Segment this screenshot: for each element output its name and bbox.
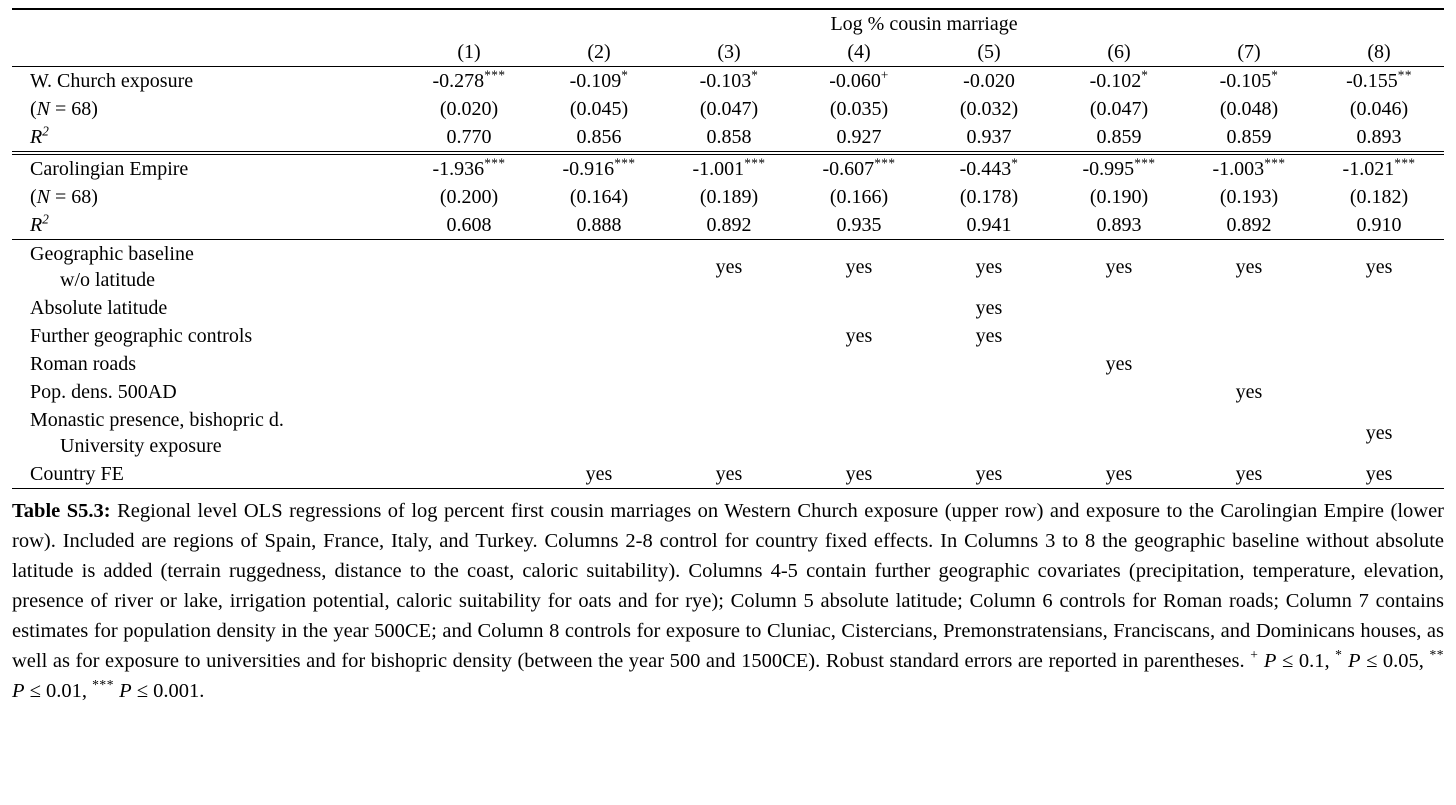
control-cell (924, 406, 1054, 460)
r-squared-label: $R^2$ (30, 123, 50, 148)
control-cell: yes (794, 460, 924, 489)
control-label: Pop. dens. 500AD (30, 381, 177, 403)
std-error-row (12, 183, 1444, 211)
control-cell (404, 350, 534, 378)
coefficient-cell: -0.443* (924, 153, 1054, 183)
coefficient-cell: -0.020 (963, 70, 1015, 92)
control-cell (794, 294, 924, 322)
control-cell (534, 322, 664, 350)
panel-label: Carolingian Empire (12, 153, 404, 183)
coefficient-row (12, 67, 1444, 96)
n-label: (N = 68) (30, 186, 98, 208)
control-cell: yes (794, 240, 924, 295)
column-number: (4) (794, 38, 924, 67)
std-error-row (12, 95, 1444, 123)
control-cell: yes (534, 460, 664, 489)
control-cell: yes (1054, 240, 1184, 295)
column-number: (3) (664, 38, 794, 67)
std-error-cell: (0.045) (569, 98, 629, 120)
control-cell: yes (1184, 240, 1314, 295)
control-cell: yes (1105, 353, 1133, 375)
column-number-row (12, 38, 1444, 67)
control-cell: yes (924, 460, 1054, 489)
control-cell (404, 378, 534, 406)
control-cell (1184, 406, 1314, 460)
std-error-cell: (0.046) (1349, 98, 1409, 120)
control-cell: yes (664, 240, 794, 295)
coefficient-cell: -0.102* (1089, 67, 1149, 92)
std-error-cell: (0.032) (959, 98, 1019, 120)
table-caption (12, 496, 1444, 706)
control-row (12, 294, 1444, 322)
caption-body: Regional level OLS regressions of log percent first cousin marriages on Western Church exposure (upper row) and exposure to the Carolingian Empire (lower row). Included are regions of Spain, France, Italy, and Turkey. Columns 2-8 control for country fixed effects. In Columns 3 to 8 the geographic baseline without absolute latitude is added (terrain ruggedness, distance to the coast, caloric suitability). Columns 4-5 contain further geographic covariates (precipitation, temperature, elevation, presence of river or lake, irrigation potential, caloric suitability for oats and for rye); Column 5 absolute latitude; Column 6 controls for Roman roads; Column 7 contains estimates for population density in the year 500CE; and Column 8 controls for exposure to Cluniac, Cistercians, Premonstratensians, Franciscans, and Dominicans houses, as well as for exposure to universities and for bishopric density (between the year 500 and 1500CE). Robust standard errors are reported in parentheses. (12, 500, 1445, 672)
column-number: (5) (924, 38, 1054, 67)
r-squared-cell: 0.770 (446, 126, 492, 148)
caption-label: Table S5.3: (12, 500, 111, 522)
control-cell (664, 378, 794, 406)
control-cell (404, 460, 534, 489)
control-cell: yes (1314, 240, 1444, 295)
control-cell (664, 322, 794, 350)
coefficient-row (12, 153, 1444, 183)
r-squared-cell: 0.892 (706, 214, 752, 236)
r-squared-cell: 0.858 (706, 126, 752, 148)
spanning-header-row (12, 9, 1444, 38)
coefficient-cell: -1.001*** (664, 153, 794, 183)
control-cell: yes (1054, 460, 1184, 489)
std-error-cell: (0.164) (569, 186, 629, 208)
control-cell (1184, 322, 1314, 350)
std-error-cell: (0.035) (829, 98, 889, 120)
control-label: Roman roads (30, 353, 137, 375)
control-label: Further geographic controls (30, 325, 253, 347)
control-cell (1314, 378, 1444, 406)
control-cell: yes (1235, 381, 1263, 403)
control-row (12, 240, 1444, 295)
caption-significance-notes: + P ≤ 0.1, * P ≤ 0.05, ** P ≤ 0.01, *** P ≤ 0.001. (12, 647, 1445, 702)
control-row (12, 378, 1444, 406)
control-cell: yes (1314, 460, 1444, 489)
control-cell (534, 350, 664, 378)
control-cell (794, 350, 924, 378)
coefficient-cell: -0.607*** (794, 153, 924, 183)
r-squared-cell: 0.927 (836, 126, 882, 148)
coefficient-cell: -0.278*** (432, 67, 506, 92)
std-error-cell: (0.190) (1089, 186, 1149, 208)
control-cell (404, 322, 534, 350)
control-cell (534, 294, 664, 322)
control-cell (664, 406, 794, 460)
r-squared-label: $R^2$ (30, 211, 50, 236)
table-body (12, 67, 1444, 489)
std-error-cell: (0.048) (1219, 98, 1279, 120)
std-error-cell: (0.020) (439, 98, 499, 120)
r-squared-cell: 0.608 (446, 214, 492, 236)
column-number: (6) (1054, 38, 1184, 67)
std-error-cell: (0.166) (829, 186, 889, 208)
dependent-variable-title: Log % cousin marriage (404, 9, 1444, 38)
control-cell: yes (845, 325, 873, 347)
column-number: (2) (534, 38, 664, 67)
control-cell (404, 294, 534, 322)
control-cell (794, 406, 924, 460)
control-cell (404, 240, 534, 295)
coefficient-cell: -0.060+ (829, 67, 889, 92)
std-error-cell: (0.189) (699, 186, 759, 208)
std-error-cell: (0.200) (439, 186, 499, 208)
r-squared-cell: 0.941 (966, 214, 1012, 236)
control-cell (404, 406, 534, 460)
control-cell (1054, 322, 1184, 350)
r-squared-row (12, 211, 1444, 240)
r-squared-cell: 0.937 (966, 126, 1012, 148)
r-squared-cell: 0.893 (1096, 214, 1142, 236)
r-squared-cell: 0.935 (836, 214, 882, 236)
control-cell: yes (1365, 422, 1393, 444)
control-cell (1054, 294, 1184, 322)
control-cell (1314, 294, 1444, 322)
control-cell (924, 350, 1054, 378)
control-cell (924, 378, 1054, 406)
control-label: Monastic presence, bishopric d. University exposure (30, 409, 284, 457)
coefficient-cell: -0.995*** (1054, 153, 1184, 183)
control-cell (1054, 378, 1184, 406)
regression-table (12, 8, 1444, 489)
r-squared-row (12, 123, 1444, 153)
coefficient-cell: -0.105* (1219, 67, 1279, 92)
control-label: Geographic baseline w/o latitude (12, 240, 404, 295)
control-cell (1054, 406, 1184, 460)
control-cell (534, 240, 664, 295)
control-cell (1314, 322, 1444, 350)
control-row (12, 460, 1444, 489)
control-cell: yes (975, 325, 1003, 347)
std-error-cell: (0.178) (959, 186, 1019, 208)
std-error-cell: (0.193) (1219, 186, 1279, 208)
coefficient-cell: -0.155** (1346, 67, 1412, 92)
control-cell (534, 378, 664, 406)
r-squared-cell: 0.856 (576, 126, 622, 148)
r-squared-cell: 0.892 (1226, 214, 1272, 236)
control-cell: yes (664, 460, 794, 489)
control-cell: yes (924, 240, 1054, 295)
control-label: Absolute latitude (30, 297, 168, 319)
control-cell: yes (1184, 460, 1314, 489)
corner-cell (12, 38, 404, 67)
control-row (12, 350, 1444, 378)
control-cell: yes (975, 297, 1003, 319)
corner-cell (12, 9, 404, 38)
r-squared-cell: 0.910 (1356, 214, 1402, 236)
column-number: (7) (1184, 38, 1314, 67)
std-error-cell: (0.047) (1089, 98, 1149, 120)
std-error-cell: (0.047) (699, 98, 759, 120)
r-squared-cell: 0.859 (1096, 126, 1142, 148)
coefficient-cell: -0.109* (569, 67, 629, 92)
r-squared-cell: 0.893 (1356, 126, 1402, 148)
coefficient-cell: -0.916*** (534, 153, 664, 183)
control-cell (534, 406, 664, 460)
coefficient-cell: -0.103* (699, 67, 759, 92)
coefficient-cell: -1.021*** (1314, 153, 1444, 183)
coefficient-cell: -1.003*** (1184, 153, 1314, 183)
control-cell (1184, 294, 1314, 322)
column-number: (1) (404, 38, 534, 67)
control-cell (664, 350, 794, 378)
r-squared-cell: 0.859 (1226, 126, 1272, 148)
n-label: (N = 68) (30, 98, 98, 120)
control-cell (794, 378, 924, 406)
coefficient-cell: -1.936*** (404, 153, 534, 183)
control-row (12, 406, 1444, 460)
control-cell (1314, 350, 1444, 378)
std-error-cell: (0.182) (1349, 186, 1409, 208)
column-number: (8) (1314, 38, 1444, 67)
control-cell (1184, 350, 1314, 378)
control-cell (664, 294, 794, 322)
control-row (12, 322, 1444, 350)
control-label: Country FE (12, 460, 404, 489)
panel-label: W. Church exposure (30, 70, 194, 92)
r-squared-cell: 0.888 (576, 214, 622, 236)
